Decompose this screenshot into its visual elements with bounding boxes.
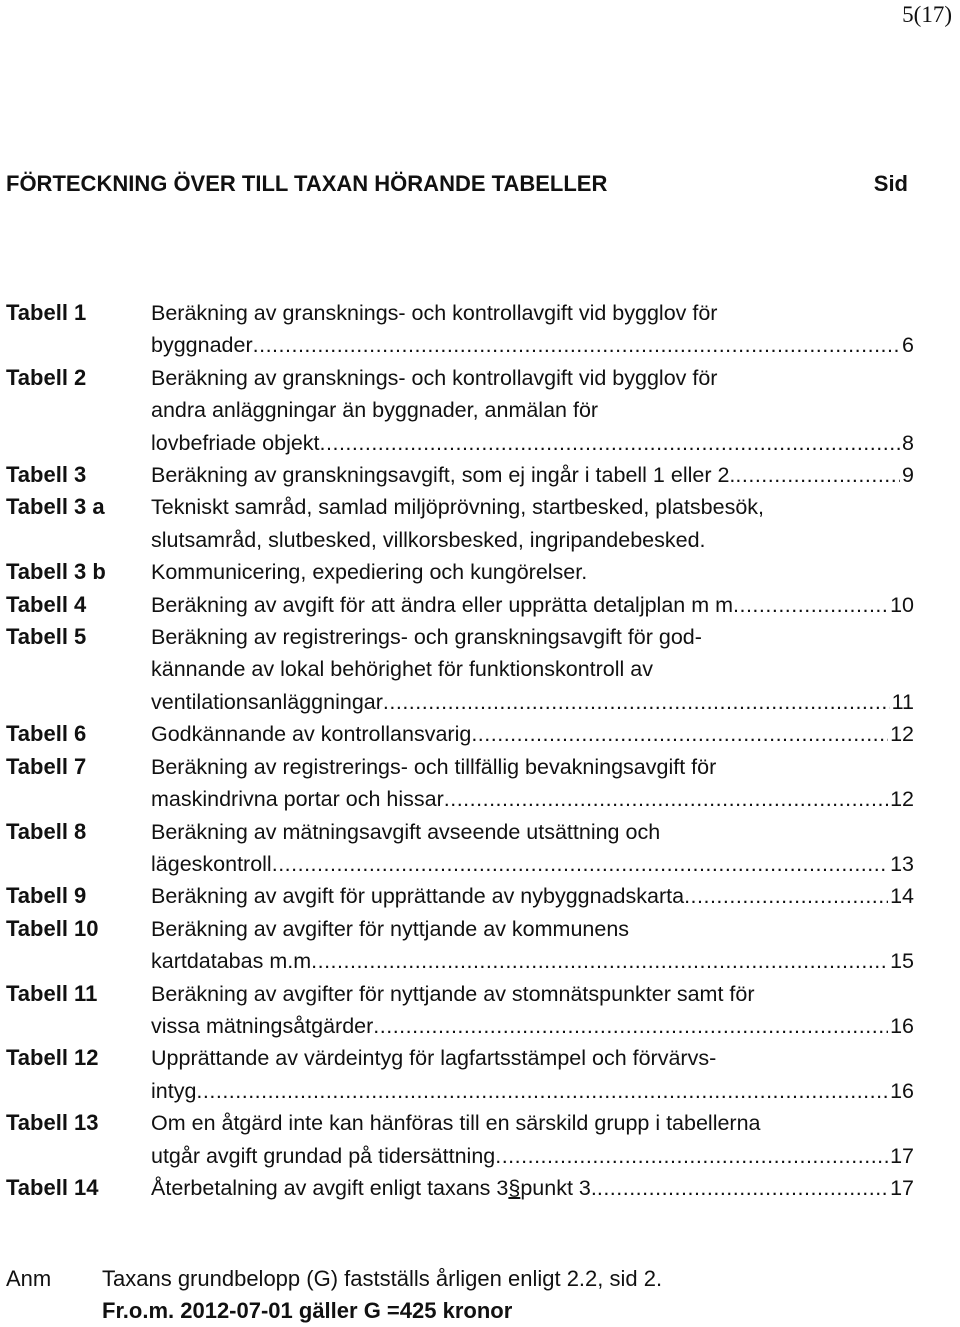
toc-entry (6, 1107, 914, 1172)
toc-page-number: 13 (890, 851, 914, 876)
note (6, 1263, 662, 1327)
toc-label: Tabell 7 (6, 753, 87, 779)
dot-leader (444, 783, 888, 815)
toc-text-line: Beräkning av registrerings- och tillfällig bevakningsavgift för (151, 754, 717, 779)
toc-text-line: Godkännande av kontrollansvarig (151, 722, 472, 747)
toc-description (151, 718, 914, 750)
toc-heading (6, 171, 908, 197)
toc-description (151, 491, 914, 556)
toc-entry (6, 362, 914, 459)
dot-leader (196, 1075, 888, 1107)
toc-label: Tabell 1 (6, 300, 87, 325)
toc-entry (6, 880, 914, 912)
dot-leader (311, 945, 888, 977)
note-line-2: Fr.o.m. 2012-07-01 gäller G =425 kronor (102, 1298, 513, 1323)
toc-description (151, 297, 914, 362)
toc-last-line (151, 1010, 914, 1042)
toc-text-line: lovbefriade objekt (151, 430, 320, 455)
toc-description (151, 978, 914, 1043)
dot-leader (735, 459, 900, 491)
dot-leader (272, 848, 888, 880)
toc-entry (6, 1042, 914, 1107)
toc-page-number: 10 (890, 592, 914, 617)
toc-text-line: Tekniskt samråd, samlad miljöprövning, startbesked, platsbesök, (151, 495, 765, 520)
toc-last-line (151, 589, 914, 621)
toc-text-line: Beräkning av mätningsavgift avseende utsättning och (151, 819, 661, 844)
toc-description (151, 880, 914, 912)
toc-text-line: utgår avgift grundad på tidersättning (151, 1143, 496, 1168)
toc-label: Tabell 3 (6, 462, 87, 488)
toc-text-line: kartdatabas m.m (151, 949, 312, 974)
note-line-1: Taxans grundbelopp (G) fastställs årligen enligt 2.2, sid 2. (102, 1266, 663, 1291)
toc-text-line: vissa mätningsåtgärder (151, 1013, 374, 1038)
toc-text-line: Beräkning av granskningsavgift, som ej ingår i tabell 1 eller 2. (151, 463, 736, 488)
toc-page-number: 15 (890, 949, 914, 974)
toc-entry (6, 816, 914, 881)
dot-leader (383, 686, 890, 718)
toc-entry (6, 459, 914, 491)
toc-description (151, 459, 914, 491)
toc-page-number: 6 (902, 333, 914, 358)
toc-description (151, 913, 914, 978)
toc-text-line: kännande av lokal behörighet för funktionskontroll av (151, 657, 653, 682)
toc-last-line (151, 783, 914, 815)
toc-label: Tabell 8 (6, 818, 87, 844)
toc-description (151, 621, 914, 718)
toc-label: Tabell 12 (6, 1045, 99, 1071)
toc-last-line (151, 848, 914, 880)
toc-text-line: slutsamråd, slutbesked, villkorsbesked, ingripandebesked. (151, 527, 706, 552)
toc-page-number: 17 (890, 1143, 914, 1168)
dot-leader (495, 1140, 888, 1172)
toc-page-number: 9 (902, 463, 914, 488)
dot-leader (597, 1172, 888, 1204)
toc-text-line: Beräkning av avgift för upprättande av nybyggnadskarta (151, 884, 685, 909)
page-number: 5(17) (902, 2, 952, 27)
toc-text-line: punkt 3. (520, 1175, 597, 1200)
toc-label: Tabell 9 (6, 883, 87, 909)
dot-leader (471, 718, 888, 750)
toc-label: Tabell 6 (6, 721, 87, 747)
note-label: Anm (6, 1266, 52, 1291)
toc-text-line: andra anläggningar än byggnader, anmälan för (151, 398, 599, 423)
toc-text-line: intyg (151, 1078, 197, 1103)
toc-text-line: Beräkning av registrerings- och granskningsavgift för god- (151, 625, 702, 650)
toc-entry (6, 718, 914, 750)
toc-last-line (151, 427, 914, 459)
section-sign: § (508, 1175, 521, 1200)
toc-entry (6, 1172, 914, 1204)
toc-last-line (151, 880, 914, 912)
toc-last-line (151, 329, 914, 361)
toc-description (151, 751, 914, 816)
toc-text-line: Beräkning av avgifter för nyttjande av kommunens (151, 916, 630, 941)
toc-page-number: 16 (890, 1078, 914, 1103)
toc-description (151, 589, 914, 621)
toc-label: Tabell 3 b (6, 559, 106, 585)
toc-entry (6, 621, 914, 718)
toc-page-number: 16 (890, 1013, 914, 1038)
toc-description (151, 1107, 914, 1172)
toc-label: Tabell 13 (6, 1110, 99, 1136)
toc-description (151, 1042, 914, 1107)
toc-last-line (151, 718, 914, 750)
toc-text-line: Beräkning av avgift för att ändra eller upprätta detaljplan m m (151, 592, 734, 617)
toc-text-line: Upprättande av värdeintyg för lagfartsstämpel och förvärvs- (151, 1046, 717, 1071)
toc-text-line: ventilationsanläggningar (151, 689, 383, 714)
dot-leader (253, 329, 900, 361)
toc-label: Tabell 11 (6, 980, 98, 1006)
toc-label: Tabell 10 (6, 915, 99, 941)
toc-text-line: Återbetalning av avgift enligt taxans 3 (151, 1175, 509, 1200)
toc-label: Tabell 2 (6, 364, 87, 390)
toc-description (151, 556, 914, 588)
toc-entry (6, 297, 914, 362)
toc-entry (6, 589, 914, 621)
toc-text-line: byggnader (151, 333, 253, 358)
toc-description (151, 816, 914, 881)
toc-last-line (151, 1172, 914, 1204)
toc-text-line: Beräkning av gransknings- och kontrollavgift vid bygglov för (151, 301, 718, 325)
toc-label: Tabell 14 (6, 1174, 99, 1200)
toc-page-number: 11 (891, 689, 914, 714)
toc-title: FÖRTECKNING ÖVER TILL TAXAN HÖRANDE TABELLER (6, 171, 608, 196)
toc-page-number: 12 (890, 787, 914, 812)
toc-entry (6, 913, 914, 978)
toc-page-number: 8 (902, 430, 914, 455)
toc-text-line: Beräkning av avgifter för nyttjande av stomnätspunkter samt för (151, 981, 755, 1006)
toc-description (151, 1172, 914, 1204)
toc-label: Tabell 3 a (6, 494, 105, 520)
dot-leader (684, 880, 888, 912)
toc-page-number: 14 (890, 884, 914, 909)
toc-text-line: Beräkning av gransknings- och kontrollavgift vid bygglov för (151, 365, 718, 390)
toc-last-line (151, 1140, 914, 1172)
toc-last-line (151, 686, 914, 718)
toc-text-line: Kommunicering, expediering och kungörelser. (151, 560, 588, 585)
page-column-header: Sid (873, 171, 908, 196)
toc-entry (6, 978, 914, 1043)
toc-last-line (151, 1075, 914, 1107)
toc-entry (6, 556, 914, 588)
toc-label: Tabell 4 (6, 591, 87, 617)
toc-page-number: 17 (890, 1175, 914, 1200)
toc-label: Tabell 5 (6, 624, 87, 650)
dot-leader (373, 1010, 888, 1042)
toc-last-line (151, 945, 914, 977)
dot-leader (320, 427, 901, 459)
toc-last-line (151, 459, 914, 491)
toc-text-line: maskindrivna portar och hissar (151, 787, 444, 812)
toc-text-line: lägeskontroll (151, 851, 272, 876)
dot-leader (733, 589, 888, 621)
toc-text-line: Om en åtgärd inte kan hänföras till en särskild grupp i tabellerna (151, 1111, 761, 1136)
toc-page-number: 12 (890, 722, 914, 747)
toc-entry (6, 491, 914, 556)
toc-entry (6, 751, 914, 816)
toc-description (151, 362, 914, 459)
table-of-contents (6, 297, 914, 1204)
